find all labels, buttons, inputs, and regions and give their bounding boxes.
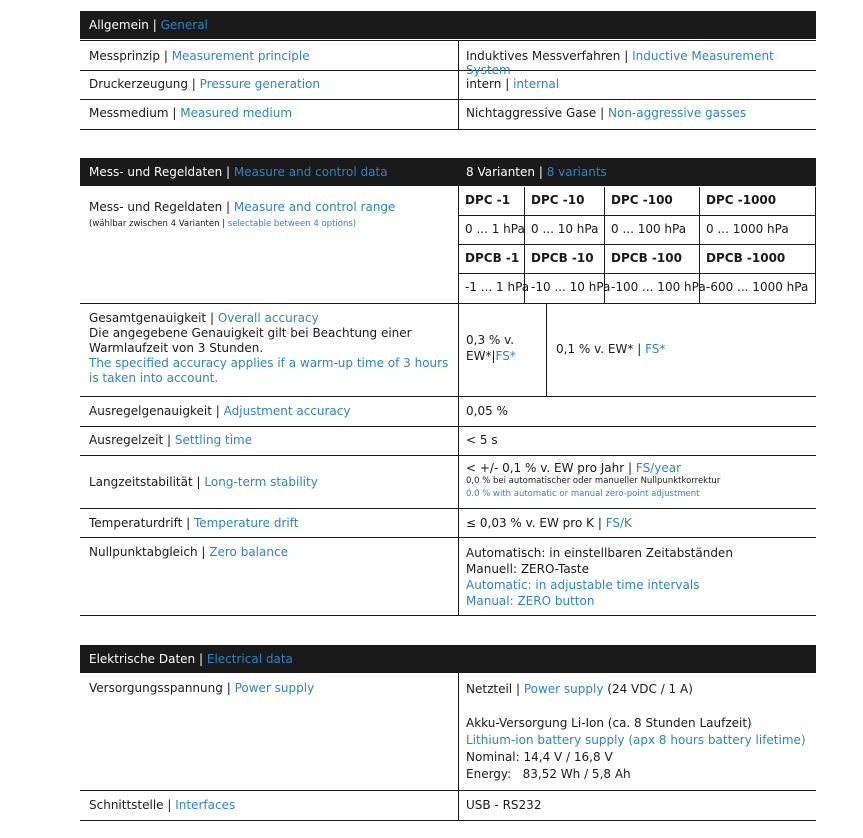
accuracy-desc-en-2: is taken into account. (89, 371, 219, 385)
row-label-de: Mess- und Regeldaten (89, 200, 223, 214)
stability-value-en: FS/year (635, 461, 681, 475)
separator: | (201, 545, 206, 559)
range-grid (459, 187, 816, 303)
range-cell: 0 ... 1000 hPa (700, 216, 816, 245)
accuracy-value2: 0,1 % v. EW* (556, 342, 634, 356)
separator: | (191, 77, 196, 91)
separator: | (226, 165, 231, 179)
table-row (80, 791, 816, 821)
zero-line-4: Manual: ZERO button (466, 594, 595, 608)
separator: | (167, 798, 172, 812)
row-label-en: Adjustment accuracy (223, 404, 351, 418)
row-label-en: Settling time (174, 433, 253, 447)
row-label-de: Gesamtgenauigkeit (89, 311, 207, 325)
model-cell: DPCB -100 (605, 245, 700, 274)
separator: | (152, 18, 157, 32)
table-row (80, 397, 816, 427)
range-note-en: selectable between 4 options) (227, 219, 357, 229)
row-label-en: Measured medium (180, 106, 293, 120)
stability-note-de: 0,0 % bei automatischer oder manueller Nullpunktkorrektur (466, 476, 721, 486)
row-value-de: Induktives Messverfahren (466, 49, 621, 63)
accuracy-desc-de-1: Die angegebene Genauigkeit gilt bei Beachtung einer (89, 326, 412, 340)
general-header-de: Allgemein (89, 18, 149, 32)
model-cell: DPCB -10 (525, 245, 605, 274)
row-value: 0,05 % (466, 404, 508, 418)
measure-header-en: Measure and control data (233, 165, 388, 179)
row-label-de: Langzeitstabilität (89, 475, 193, 489)
separator: | (226, 200, 231, 214)
row-label-de: Messprinzip (89, 49, 160, 63)
model-cell: DPC -10 (525, 187, 605, 216)
battery-de: Akku-Versorgung Li-Ion (ca. 8 Stunden Laufzeit) (466, 716, 752, 730)
column-divider (458, 40, 459, 130)
row-value: USB - RS232 (466, 798, 542, 812)
row-label-de: Ausregelgenauigkeit (89, 404, 212, 418)
drift-value-en: FS/K (605, 516, 632, 530)
accuracy-value1-line2: EW* (466, 349, 492, 363)
row-value-de: Nichtaggressive Gase (466, 106, 597, 120)
variants-en: 8 variants (546, 165, 607, 179)
measure-header-de: Mess- und Regeldaten (89, 165, 223, 179)
general-header-en: General (160, 18, 208, 32)
separator: | (163, 49, 168, 63)
row-label-en: Temperature drift (194, 516, 299, 530)
psu-de: Netzteil (466, 682, 513, 696)
model-cell: DPCB -1000 (700, 245, 816, 274)
table-row (80, 40, 816, 77)
accuracy-value2-en: FS* (645, 342, 666, 356)
row-value: < 5 s (466, 433, 498, 447)
model-cell: DPC -1 (459, 187, 525, 216)
zero-line-3: Automatic: in adjustable time intervals (466, 578, 700, 592)
table-row (80, 70, 816, 100)
range-cell: -10 ... 10 hPa (525, 274, 605, 303)
accuracy-divider (546, 304, 547, 396)
variants-de: 8 Varianten (466, 165, 535, 179)
row-label-de: Temperaturdrift (89, 516, 183, 530)
separator: | (222, 219, 226, 229)
separator: | (538, 165, 543, 179)
table-row (80, 100, 816, 130)
separator: | (491, 349, 496, 363)
battery-nominal: Nominal: 14,4 V / 16,8 V (466, 750, 613, 764)
range-cell: 0 ... 100 hPa (605, 216, 700, 245)
separator: | (515, 682, 520, 696)
row-label-de: Nullpunktabgleich (89, 545, 198, 559)
stability-value-de: < +/- 0,1 % v. EW pro Jahr (466, 461, 625, 475)
row-value-en: internal (513, 77, 560, 91)
separator: | (186, 516, 191, 530)
separator: | (597, 516, 602, 530)
separator: | (624, 49, 629, 63)
row-label-en: Overall accuracy (217, 311, 319, 325)
row-label-en: Interfaces (175, 798, 236, 812)
model-cell: DPCB -1 (459, 245, 525, 274)
row-label-de: Druckerzeugung (89, 77, 188, 91)
electrical-header-en: Electrical data (206, 652, 293, 666)
separator: | (505, 77, 510, 91)
row-label-en: Power supply (234, 681, 315, 695)
separator: | (628, 461, 633, 475)
table-row (80, 538, 816, 616)
stability-note-en: 0.0 % with automatic or manual zero-point adjustment (466, 489, 700, 499)
separator: | (167, 433, 172, 447)
row-label-de: Messmedium (89, 106, 169, 120)
row-value-de: intern (466, 77, 502, 91)
separator: | (215, 404, 220, 418)
range-cell: -1 ... 1 hPa (459, 274, 525, 303)
row-label-de: Versorgungsspannung (89, 681, 223, 695)
accuracy-value1-line1: 0,3 % v. (466, 333, 515, 347)
column-divider (458, 186, 459, 615)
column-divider (458, 673, 459, 820)
separator: | (637, 342, 642, 356)
separator: | (226, 681, 231, 695)
model-cell: DPC -100 (605, 187, 700, 216)
measure-header (80, 158, 816, 186)
range-cell: 0 ... 10 hPa (525, 216, 605, 245)
range-note-de: (wählbar zwischen 4 Varianten (89, 219, 220, 229)
electrical-header-de: Elektrische Daten (89, 652, 196, 666)
range-cell: -600 ... 1000 hPa (700, 274, 816, 303)
separator: | (209, 311, 215, 325)
model-cell: DPC -1000 (700, 187, 816, 216)
separator: | (196, 475, 201, 489)
row-label-en: Long-term stability (204, 475, 318, 489)
row-label-en: Pressure generation (199, 77, 320, 91)
table-row (80, 456, 816, 509)
separator: | (199, 652, 204, 666)
psu-en: Power supply (523, 682, 604, 696)
row-label-en: Zero balance (209, 545, 288, 559)
zero-line-2: Manuell: ZERO-Taste (466, 562, 590, 576)
accuracy-value1-en: FS* (495, 349, 516, 363)
zero-line-1: Automatisch: in einstellbaren Zeitabständen (466, 546, 733, 560)
accuracy-desc-en-1: The specified accuracy applies if a warm-up time of 3 hours (89, 356, 449, 370)
separator: | (600, 106, 605, 120)
general-header (80, 11, 816, 39)
accuracy-desc-de-2: Warmlaufzeit von 3 Stunden. (89, 341, 264, 355)
row-label-en: Measurement principle (171, 49, 310, 63)
table-row (80, 427, 816, 456)
psu-spec: (24 VDC / 1 A) (607, 682, 693, 696)
row-label-en: Measure and control range (233, 200, 396, 214)
separator: | (172, 106, 177, 120)
row-value-en: Non-aggressive gasses (608, 106, 747, 120)
table-row (80, 304, 816, 397)
row-value-en: Inductive Measurement System (466, 49, 774, 77)
electrical-header (80, 645, 816, 673)
table-row (80, 509, 816, 538)
range-cell: -100 ... 100 hPa (605, 274, 700, 303)
battery-energy: Energy: 83,52 Wh / 5,8 Ah (466, 767, 631, 781)
row-label-de: Ausregelzeit (89, 433, 164, 447)
battery-en: Lithium-ion battery supply (apx 8 hours battery lifetime) (466, 733, 806, 747)
table-row (80, 673, 816, 791)
row-label-de: Schnittstelle (89, 798, 164, 812)
drift-value-de: ≤ 0,03 % v. EW pro K (466, 516, 594, 530)
range-cell: 0 ... 1 hPa (459, 216, 525, 245)
